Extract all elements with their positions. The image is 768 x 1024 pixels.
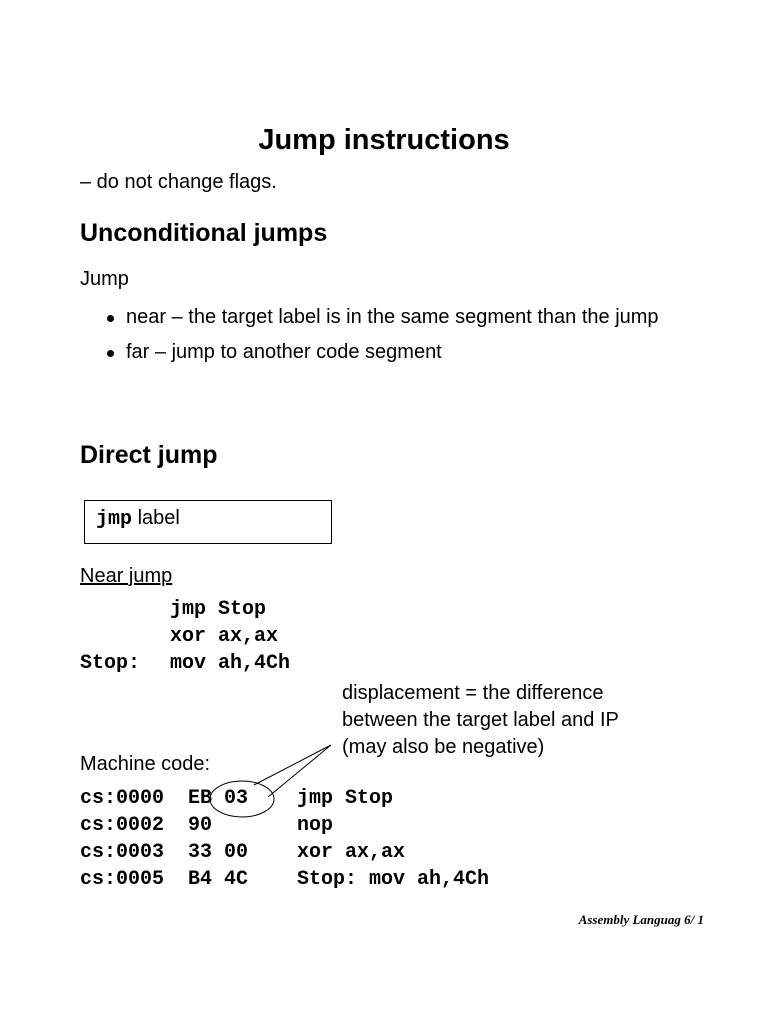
direct-jump-heading: Direct jump — [80, 441, 218, 469]
machine-bytes: 90 — [188, 814, 213, 837]
page-title: Jump instructions — [258, 124, 510, 156]
jump-label: Jump — [80, 268, 129, 290]
code-line-label: Stop: — [80, 652, 141, 675]
machine-address: cs:0003 — [80, 841, 165, 864]
highlight-ellipse — [210, 781, 274, 817]
bullet-text-far: far – jump to another code segment — [126, 341, 442, 363]
code-line-instruction: mov ah,4Ch — [170, 652, 291, 675]
syntax-keyword: jmp — [96, 508, 133, 531]
machine-bytes: B4 4C — [188, 868, 249, 891]
note-line: displacement = the difference — [342, 682, 604, 704]
near-jump-label: Near jump — [80, 565, 173, 587]
note-line: between the target label and IP — [342, 709, 619, 731]
machine-instruction: jmp Stop — [297, 787, 394, 810]
machine-code-label: Machine code: — [80, 753, 211, 775]
bullet-text-near: near – the target label is in the same segment than the jump — [126, 306, 659, 328]
machine-address: cs:0002 — [80, 814, 165, 837]
machine-instruction: Stop: mov ah,4Ch — [297, 868, 490, 891]
machine-instruction: xor ax,ax — [297, 841, 406, 864]
machine-instruction: nop — [297, 814, 334, 837]
footer-page-label: Assembly Languag 6/ 1 — [578, 912, 704, 927]
machine-address: cs:0005 — [80, 868, 165, 891]
machine-bytes: EB 03 — [188, 787, 249, 810]
callout-pointer — [254, 745, 331, 797]
machine-address: cs:0000 — [80, 787, 165, 810]
code-line-instruction: jmp Stop — [170, 598, 267, 621]
machine-bytes: 33 00 — [188, 841, 249, 864]
syntax-operand: label — [132, 507, 180, 529]
code-line-instruction: xor ax,ax — [170, 625, 279, 648]
page-subtitle: – do not change flags. — [80, 171, 277, 193]
note-line: (may also be negative) — [342, 736, 545, 758]
unconditional-jumps-heading: Unconditional jumps — [80, 219, 328, 247]
